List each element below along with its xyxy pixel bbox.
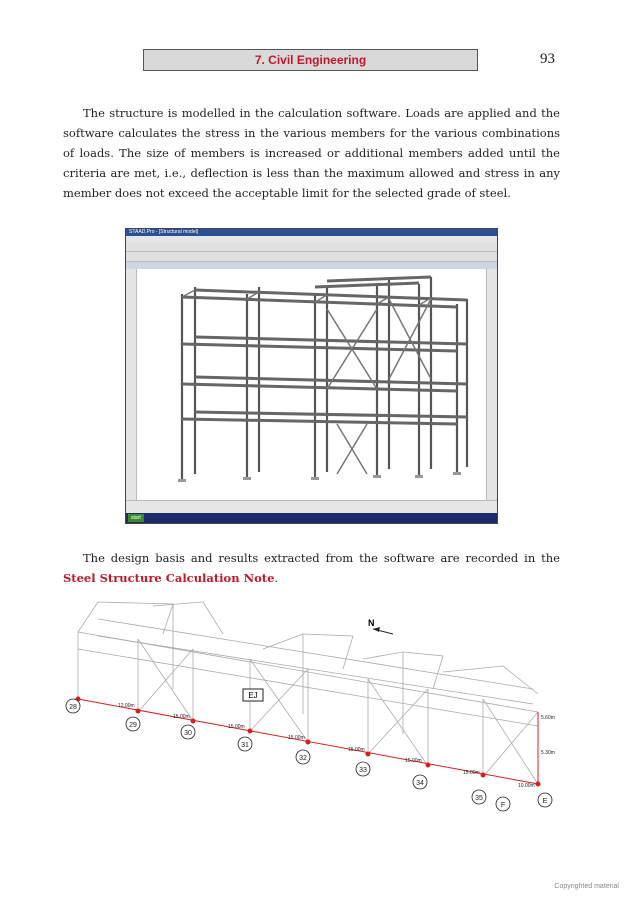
paragraph-2	[63, 548, 560, 588]
span-label-1: 12.00m	[118, 703, 135, 709]
start-button[interactable]: start	[128, 514, 144, 522]
grid-label-31: 31	[241, 742, 249, 749]
expansion-joint-label: EJ	[248, 691, 258, 700]
page-number: 93	[540, 51, 555, 67]
axis-label-e: E	[542, 798, 548, 805]
status-bar	[126, 500, 497, 513]
grid-label-32: 32	[299, 755, 307, 762]
steel-frame-model	[137, 269, 488, 503]
chapter-header	[143, 49, 478, 71]
grid-label-30: 30	[184, 730, 192, 737]
span-label-6: 15.00m	[405, 758, 422, 764]
grid-label-34: 34	[416, 780, 424, 787]
width-label: 10.00m	[518, 783, 535, 789]
toolbar-secondary[interactable]	[126, 252, 497, 262]
pipe-rack-drawing	[63, 594, 560, 820]
structure-diagram	[63, 594, 560, 820]
model-viewport[interactable]	[137, 269, 486, 501]
copyright-notice: Copyrighted material	[554, 883, 619, 890]
page-control-tabs	[126, 262, 497, 269]
toolbar-primary[interactable]	[126, 242, 497, 252]
span-label-4: 15.00m	[288, 735, 305, 741]
left-side-panel[interactable]	[126, 269, 137, 501]
span-label-2: 15.00m	[173, 714, 190, 720]
grid-label-33: 33	[359, 767, 367, 774]
span-label-7: 15.00m	[463, 770, 480, 776]
span-label-3: 15.00m	[228, 724, 245, 730]
taskbar	[126, 513, 497, 523]
paragraph-2-text: The design basis and results extracted from the software are recorded in the	[83, 551, 560, 565]
height-label-upper: 5.60m	[541, 715, 555, 721]
paragraph-2-end: .	[274, 571, 279, 585]
paragraph-1: The structure is modelled in the calculation software. Loads are applied and the software calculates the stress in the various members for the various combinations of loads. The size of members is increased or additional members added until the criteria are met, i.e., deflection is less than the maximum allowed and stress in any member does not exceed the acceptable limit for the selected grade of steel.	[63, 106, 560, 200]
height-label-lower: 5.30m	[541, 750, 555, 756]
software-screenshot	[125, 228, 498, 524]
window-title-bar	[126, 229, 497, 236]
grid-label-28: 28	[69, 704, 77, 711]
grid-label-29: 29	[129, 722, 137, 729]
span-label-5: 15.00m	[348, 747, 365, 753]
north-label: N	[368, 618, 375, 628]
chapter-title: 7. Civil Engineering	[254, 53, 367, 67]
calculation-note-link[interactable]: Steel Structure Calculation Note	[63, 571, 275, 585]
grid-label-35: 35	[475, 795, 483, 802]
axis-label-f: F	[500, 802, 506, 809]
window-title: STAAD.Pro - [Structural model]	[129, 229, 199, 235]
